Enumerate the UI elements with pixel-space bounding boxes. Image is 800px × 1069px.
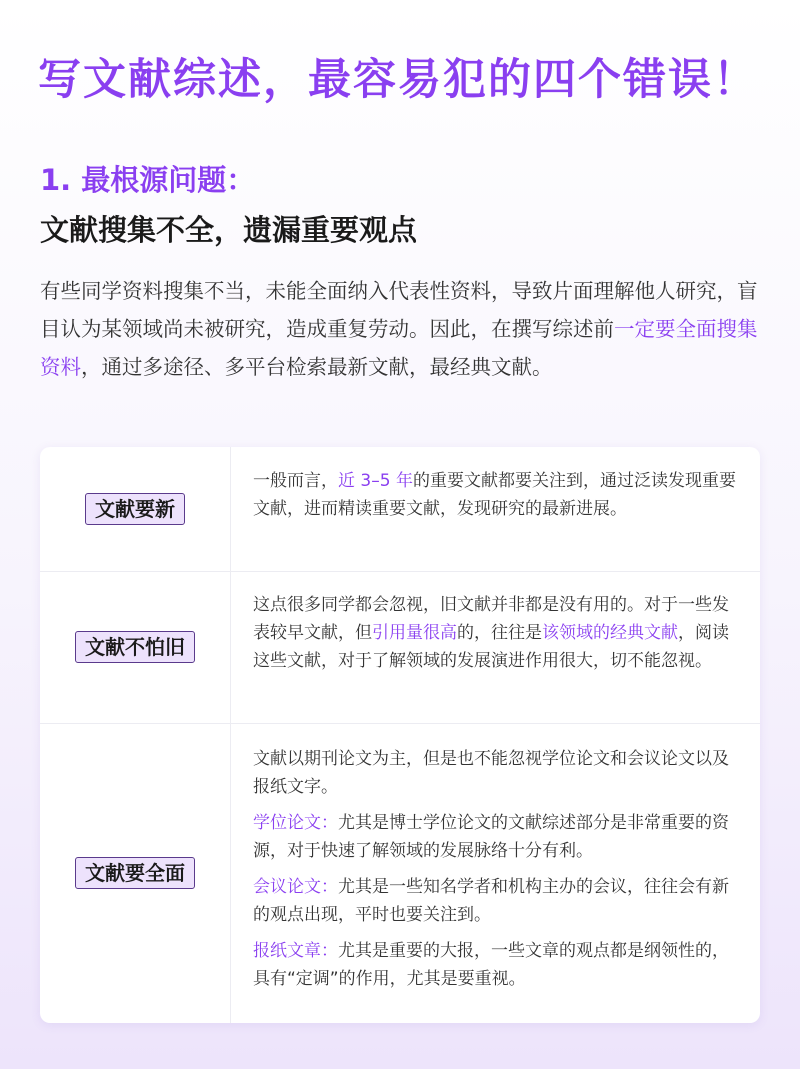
intro-text-before: 有些同学资料搜集不当，未能全面纳入代表性资料，导致片面理解他人研究，盲目认为某领域尚未被研究，造成重复劳动。因此，在撰写综述前 <box>40 279 758 341</box>
intro-paragraph <box>40 272 762 386</box>
section-subtitle: 文献搜集不全，遗漏重要观点 <box>40 213 418 247</box>
row-text: 文献以期刊论文为主，但是也不能忽视学位论文和会议论文以及报纸文字。 <box>253 749 729 797</box>
intro-highlight: 一定要全面搜集资料 <box>40 317 758 379</box>
row-tag-comprehensive: 文献要全面 <box>75 857 195 889</box>
doc-type-text: 尤其是重要的大报，一些文章的观点都是纲领性的，具有“定调”的作用，尤其是要重视。 <box>253 941 729 989</box>
row-text <box>253 467 743 523</box>
doc-type-item <box>253 873 743 929</box>
table-row-new <box>40 447 760 572</box>
text-segment: 一般而言， <box>253 471 338 491</box>
row-label-cell <box>40 571 231 723</box>
row-text-cell <box>253 467 743 523</box>
doc-type-item <box>253 809 743 865</box>
highlight-segment: 该领域的经典文献 <box>542 623 678 643</box>
row-text <box>253 591 743 675</box>
intro-text-after: ，通过多途径、多平台检索最新文献，最经典文献。 <box>81 355 553 379</box>
text-segment: 这点很多同学都会忽视，旧文献并非都是没有用的。对于一些发表较早文献，但 <box>253 595 729 643</box>
doc-type-item <box>253 937 743 993</box>
text-segment: 的，往往是 <box>457 623 542 643</box>
highlight-segment: 引用量很高 <box>372 623 457 643</box>
doc-type-text: 尤其是一些知名学者和机构主办的会议，往往会有新的观点出现，平时也要关注到。 <box>253 877 729 925</box>
doc-type-label: 报纸文章： <box>253 941 338 961</box>
table-row-comprehensive <box>40 723 760 1023</box>
doc-type-text: 尤其是博士学位论文的文献综述部分是非常重要的资源，对于快速了解领域的发展脉络十分有利。 <box>253 813 729 861</box>
row-text-cell <box>253 591 743 675</box>
row-label-cell <box>40 723 231 1023</box>
row-tag-old: 文献不怕旧 <box>75 631 195 663</box>
highlight-segment: 近 3–5 年 <box>338 471 413 491</box>
row-tag-new: 文献要新 <box>85 493 185 525</box>
row-text-cell <box>253 745 743 993</box>
tips-table <box>40 447 760 1023</box>
doc-type-label: 会议论文： <box>253 877 338 897</box>
text-segment: ，阅读这些文献，对于了解领域的发展演进作用很大，切不能忽视。 <box>253 623 729 671</box>
text-segment: 的重要文献都要关注到，通过泛读发现重要文献，进而精读重要文献，发现研究的最新进展。 <box>253 471 736 519</box>
section-heading: 1. 最根源问题： <box>40 163 256 197</box>
row-label-cell <box>40 447 231 571</box>
doc-type-label: 学位论文： <box>253 813 338 833</box>
table-row-old <box>40 571 760 724</box>
page-title: 写文献综述，最容易犯的四个错误！ <box>38 55 758 105</box>
